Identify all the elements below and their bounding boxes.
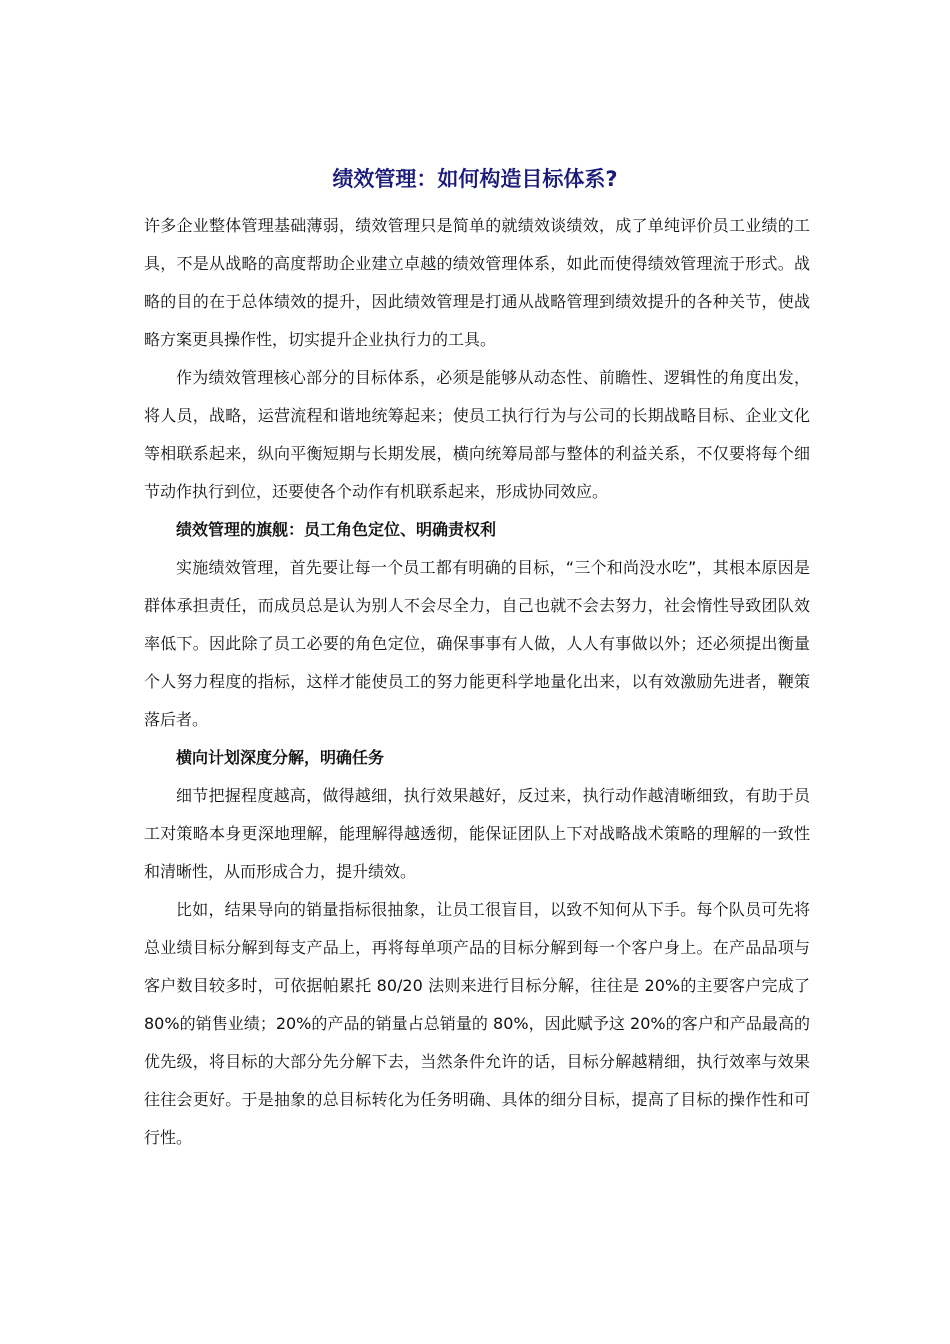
paragraph-example-pareto: 比如，结果导向的销量指标很抽象，让员工很盲目，以致不知何从下手。每个队员可先将总业绩目标分解到每支产品上，再将每单项产品的目标分解到每一个客户身上。在产品品项与客户数目较多时，可依据帕累托 80/20 法则来进行目标分解，往往是 20%的主要客户完成了 80%的销售业绩；20%的产品的销量占总销量的 80%，因此赋予这 20%的客户和产品最高的优先级，将目标的大部分先分解下去，当然条件允许的话，目标分解越精细，执行效率与效果往往会更好。于是抽象的总目标转化为任务明确、具体的细分目标，提高了目标的操作性和可行性。 <box>144 900 810 1147</box>
document-title: 绩效管理：如何构造目标体系? <box>332 167 618 191</box>
paragraph-intro: 许多企业整体管理基础薄弱，绩效管理只是简单的就绩效谈绩效，成了单纯评价员工业绩的工具，不是从战略的高度帮助企业建立卓越的绩效管理体系，如此而使得绩效管理流于形式。战略的目的在于总体绩效的提升，因此绩效管理是打通从战略管理到绩效提升的各种关节，使战略方案更具操作性，切实提升企业执行力的工具。 <box>144 216 810 349</box>
paragraph-detail-execution: 细节把握程度越高，做得越细，执行效果越好，反过来，执行动作越清晰细致，有助于员工对策略本身更深地理解，能理解得越透彻，能保证团队上下对战略战术策略的理解的一致性和清晰性，从而形成合力，提升绩效。 <box>144 786 810 881</box>
paragraph-role-definition: 实施绩效管理，首先要让每一个员工都有明确的目标，“三个和尚没水吃”，其根本原因是群体承担责任，而成员总是认为别人不会尽全力，自己也就不会去努力，社会惰性导致团队效率低下。因此除了员工必要的角色定位，确保事事有人做，人人有事做以外；还必须提出衡量个人努力程度的指标，这样才能使员工的努力能更科学地量化出来，以有效激励先进者，鞭策落后者。 <box>144 558 810 729</box>
document-body <box>144 207 810 1157</box>
section-heading-role-definition: 绩效管理的旗舰：员工角色定位、明确责权利 <box>176 520 497 539</box>
section-heading-task-decomposition: 横向计划深度分解，明确任务 <box>176 748 385 767</box>
paragraph-target-system: 作为绩效管理核心部分的目标体系，必须是能够从动态性、前瞻性、逻辑性的角度出发，将人员，战略，运营流程和谐地统筹起来；使员工执行行为与公司的长期战略目标、企业文化等相联系起来，纵向平衡短期与长期发展，横向统筹局部与整体的利益关系，不仅要将每个细节动作执行到位，还要使各个动作有机联系起来，形成协同效应。 <box>144 368 810 501</box>
